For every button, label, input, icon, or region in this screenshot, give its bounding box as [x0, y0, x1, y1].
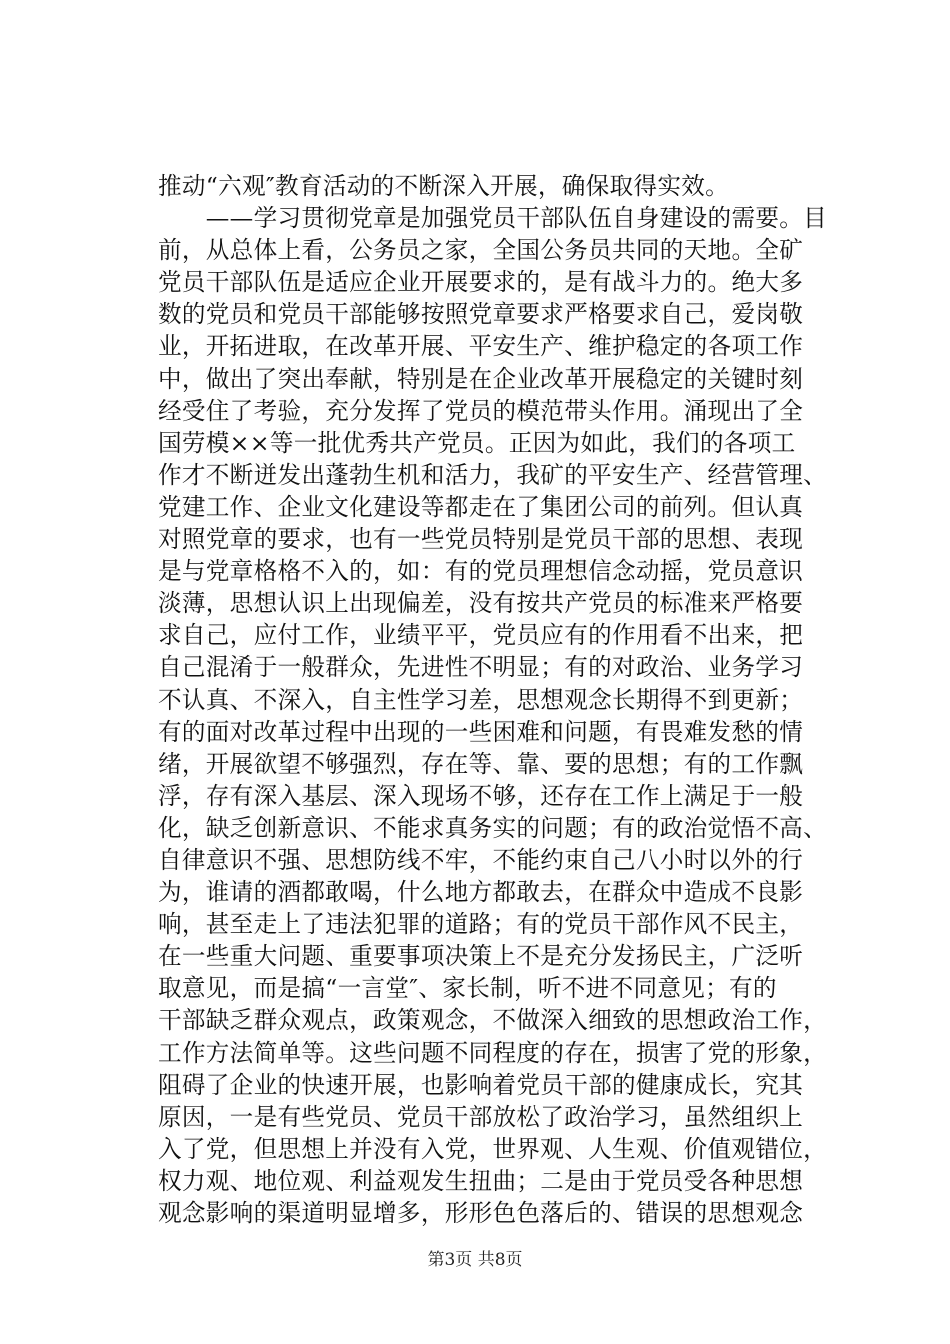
- text-line: 原因，一是有些党员、党员干部放松了政治学习，虽然组织上: [158, 1102, 804, 1131]
- text-line: 阻碍了企业的快速开展，也影响着党员干部的健康成长，究其: [158, 1070, 804, 1099]
- text-line: 自己混淆于一般群众，先进性不明显；有的对政治、业务学习: [158, 653, 804, 682]
- text-line: 作才不断迸发出蓬勃生机和活力，我矿的平安生产、经营管理、: [158, 460, 828, 489]
- text-line: 国劳模××等一批优秀共产党员。正因为如此，我们的各项工: [158, 428, 796, 457]
- page-number-footer: 第3页 共8页: [427, 1250, 523, 1270]
- text-line: 有的面对改革过程中出现的一些困难和问题，有畏难发愁的情: [158, 717, 804, 746]
- text-line: 自律意识不强、思想防线不牢，不能约束自己八小时以外的行: [158, 845, 804, 874]
- text-line: 经受住了考验，充分发挥了党员的模范带头作用。涌现出了全: [158, 396, 804, 425]
- text-line: 中，做出了突出奉献，特别是在企业改革开展稳定的关键时刻: [158, 364, 804, 393]
- text-line: 党建工作、企业文化建设等都走在了集团公司的前列。但认真: [158, 492, 804, 521]
- text-line: 化，缺乏创新意识、不能求真务实的问题；有的政治觉悟不高、: [158, 813, 828, 842]
- text-line: 业，开拓进取，在改革开展、平安生产、维护稳定的各项工作: [158, 332, 804, 361]
- text-line: 浮，存有深入基层、深入现场不够，还存在工作上满足于一般: [158, 781, 804, 810]
- text-line: 绪，开展欲望不够强烈，存在等、靠、要的思想；有的工作飘: [158, 749, 804, 778]
- body-text: [158, 170, 838, 1229]
- text-line: 不认真、不深入，自主性学习差，思想观念长期得不到更新；: [158, 685, 804, 714]
- text-line: 求自己，应付工作，业绩平平，党员应有的作用看不出来，把: [158, 621, 804, 650]
- text-line: 响，甚至走上了违法犯罪的道路；有的党员干部作风不民主，: [158, 910, 804, 939]
- text-line: 权力观、地位观、利益观发生扭曲；二是由于党员受各种思想: [158, 1166, 804, 1195]
- text-line: 取意见，而是搞“一言堂″、家长制，听不进不同意见；有的: [158, 974, 777, 1003]
- text-line: 推动“六观″教育活动的不断深入开展，确保取得实效。: [158, 172, 730, 200]
- text-line: ——学习贯彻党章是加强党员干部队伍自身建设的需要。目: [158, 204, 828, 233]
- text-line: 淡薄，思想认识上出现偏差，没有按共产党员的标准来严格要: [158, 589, 804, 618]
- text-line: 党员干部队伍是适应企业开展要求的，是有战斗力的。绝大多: [158, 268, 804, 297]
- text-line: 为，谁请的酒都敢喝，什么地方都敢去，在群众中造成不良影: [158, 878, 804, 907]
- text-line: 在一些重大问题、重要事项决策上不是充分发扬民主，广泛听: [158, 942, 804, 971]
- text-line: 数的党员和党员干部能够按照党章要求严格要求自己，爱岗敬: [158, 300, 804, 329]
- text-line: 工作方法简单等。这些问题不同程度的存在，损害了党的形象，: [158, 1038, 828, 1067]
- text-line: 前，从总体上看，公务员之家，全国公务员共同的天地。全矿: [158, 236, 804, 265]
- text-line: 观念影响的渠道明显增多，形形色色落后的、错误的思想观念: [158, 1199, 804, 1227]
- text-line: 是与党章格格不入的，如：有的党员理想信念动摇，党员意识: [158, 557, 804, 586]
- text-line: 入了党，但思想上并没有入党，世界观、人生观、价值观错位，: [158, 1134, 828, 1163]
- text-line: 干部缺乏群众观点，政策观念，不做深入细致的思想政治工作，: [158, 1006, 828, 1035]
- text-line: 对照党章的要求，也有一些党员特别是党员干部的思想、表现: [158, 525, 804, 554]
